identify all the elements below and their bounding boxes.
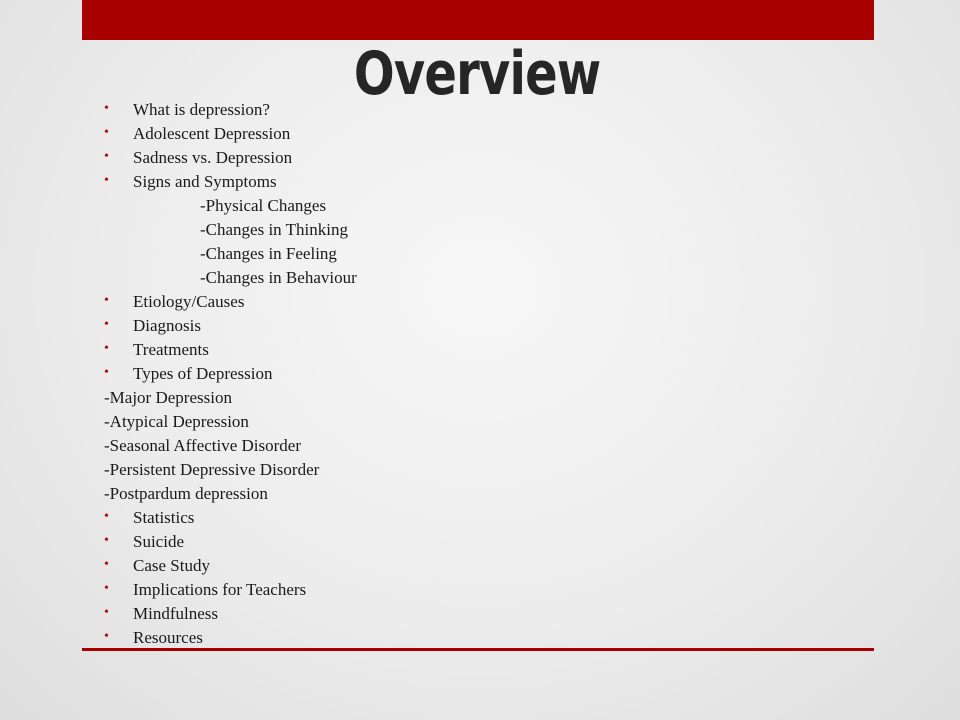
list-item-text: Signs and Symptoms — [133, 172, 277, 191]
list-item — [104, 170, 804, 194]
list-item-text: Sadness vs. Depression — [133, 148, 293, 167]
bullet-icon: • — [104, 605, 109, 620]
list-item-text: Implications for Teachers — [133, 580, 307, 599]
list-item-text: -Physical Changes — [200, 196, 327, 215]
bullet-icon: • — [104, 125, 109, 140]
sub-list-item — [104, 266, 804, 290]
list-item-text: -Major Depression — [104, 388, 232, 407]
sub-list-item — [104, 410, 804, 434]
overview-list — [104, 98, 804, 650]
list-item-text: Adolescent Depression — [133, 124, 291, 143]
sub-list-item — [104, 218, 804, 242]
list-item — [104, 146, 804, 170]
bullet-icon: • — [104, 341, 109, 356]
bullet-icon: • — [104, 581, 109, 596]
bullet-icon: • — [104, 173, 109, 188]
list-item-text: Resources — [133, 628, 203, 647]
list-item-text: -Changes in Feeling — [200, 244, 337, 263]
bullet-icon: • — [104, 509, 109, 524]
list-item-text: Suicide — [133, 532, 184, 551]
list-item-text: Mindfulness — [133, 604, 218, 623]
sub-list-item — [104, 434, 804, 458]
bullet-icon: • — [104, 101, 109, 116]
sub-list-item — [104, 482, 804, 506]
list-item — [104, 98, 804, 122]
bullet-icon: • — [104, 533, 109, 548]
bullet-icon: • — [104, 149, 109, 164]
list-item-text: -Changes in Behaviour — [200, 268, 357, 287]
list-item-text: -Postpardum depression — [104, 484, 268, 503]
bottom-accent-line — [82, 648, 874, 651]
list-item — [104, 530, 804, 554]
list-item — [104, 578, 804, 602]
slide-title: Overview — [353, 39, 601, 109]
list-item-text: -Persistent Depressive Disorder — [104, 460, 320, 479]
list-item-text: Case Study — [133, 556, 210, 575]
list-item — [104, 626, 804, 650]
bullet-icon: • — [104, 557, 109, 572]
list-item — [104, 602, 804, 626]
sub-list-item — [104, 194, 804, 218]
list-item-text: -Atypical Depression — [104, 412, 249, 431]
list-item — [104, 122, 804, 146]
list-item-text: Etiology/Causes — [133, 292, 245, 311]
bullet-icon: • — [104, 317, 109, 332]
list-item-text: Diagnosis — [133, 316, 201, 335]
sub-list-item — [104, 458, 804, 482]
list-item — [104, 362, 804, 386]
bullet-icon: • — [104, 365, 109, 380]
bullet-icon: • — [104, 629, 109, 644]
list-item-text: What is depression? — [133, 100, 270, 119]
list-item-text: -Seasonal Affective Disorder — [104, 436, 302, 455]
list-item — [104, 290, 804, 314]
sub-list-item — [104, 386, 804, 410]
list-item — [104, 338, 804, 362]
bullet-icon: • — [104, 293, 109, 308]
list-item-text: Treatments — [133, 340, 209, 359]
list-item-text: -Changes in Thinking — [200, 220, 348, 239]
list-item — [104, 506, 804, 530]
list-item-text: Types of Depression — [133, 364, 273, 383]
list-item — [104, 314, 804, 338]
list-item-text: Statistics — [133, 508, 195, 527]
list-item — [104, 554, 804, 578]
sub-list-item — [104, 242, 804, 266]
